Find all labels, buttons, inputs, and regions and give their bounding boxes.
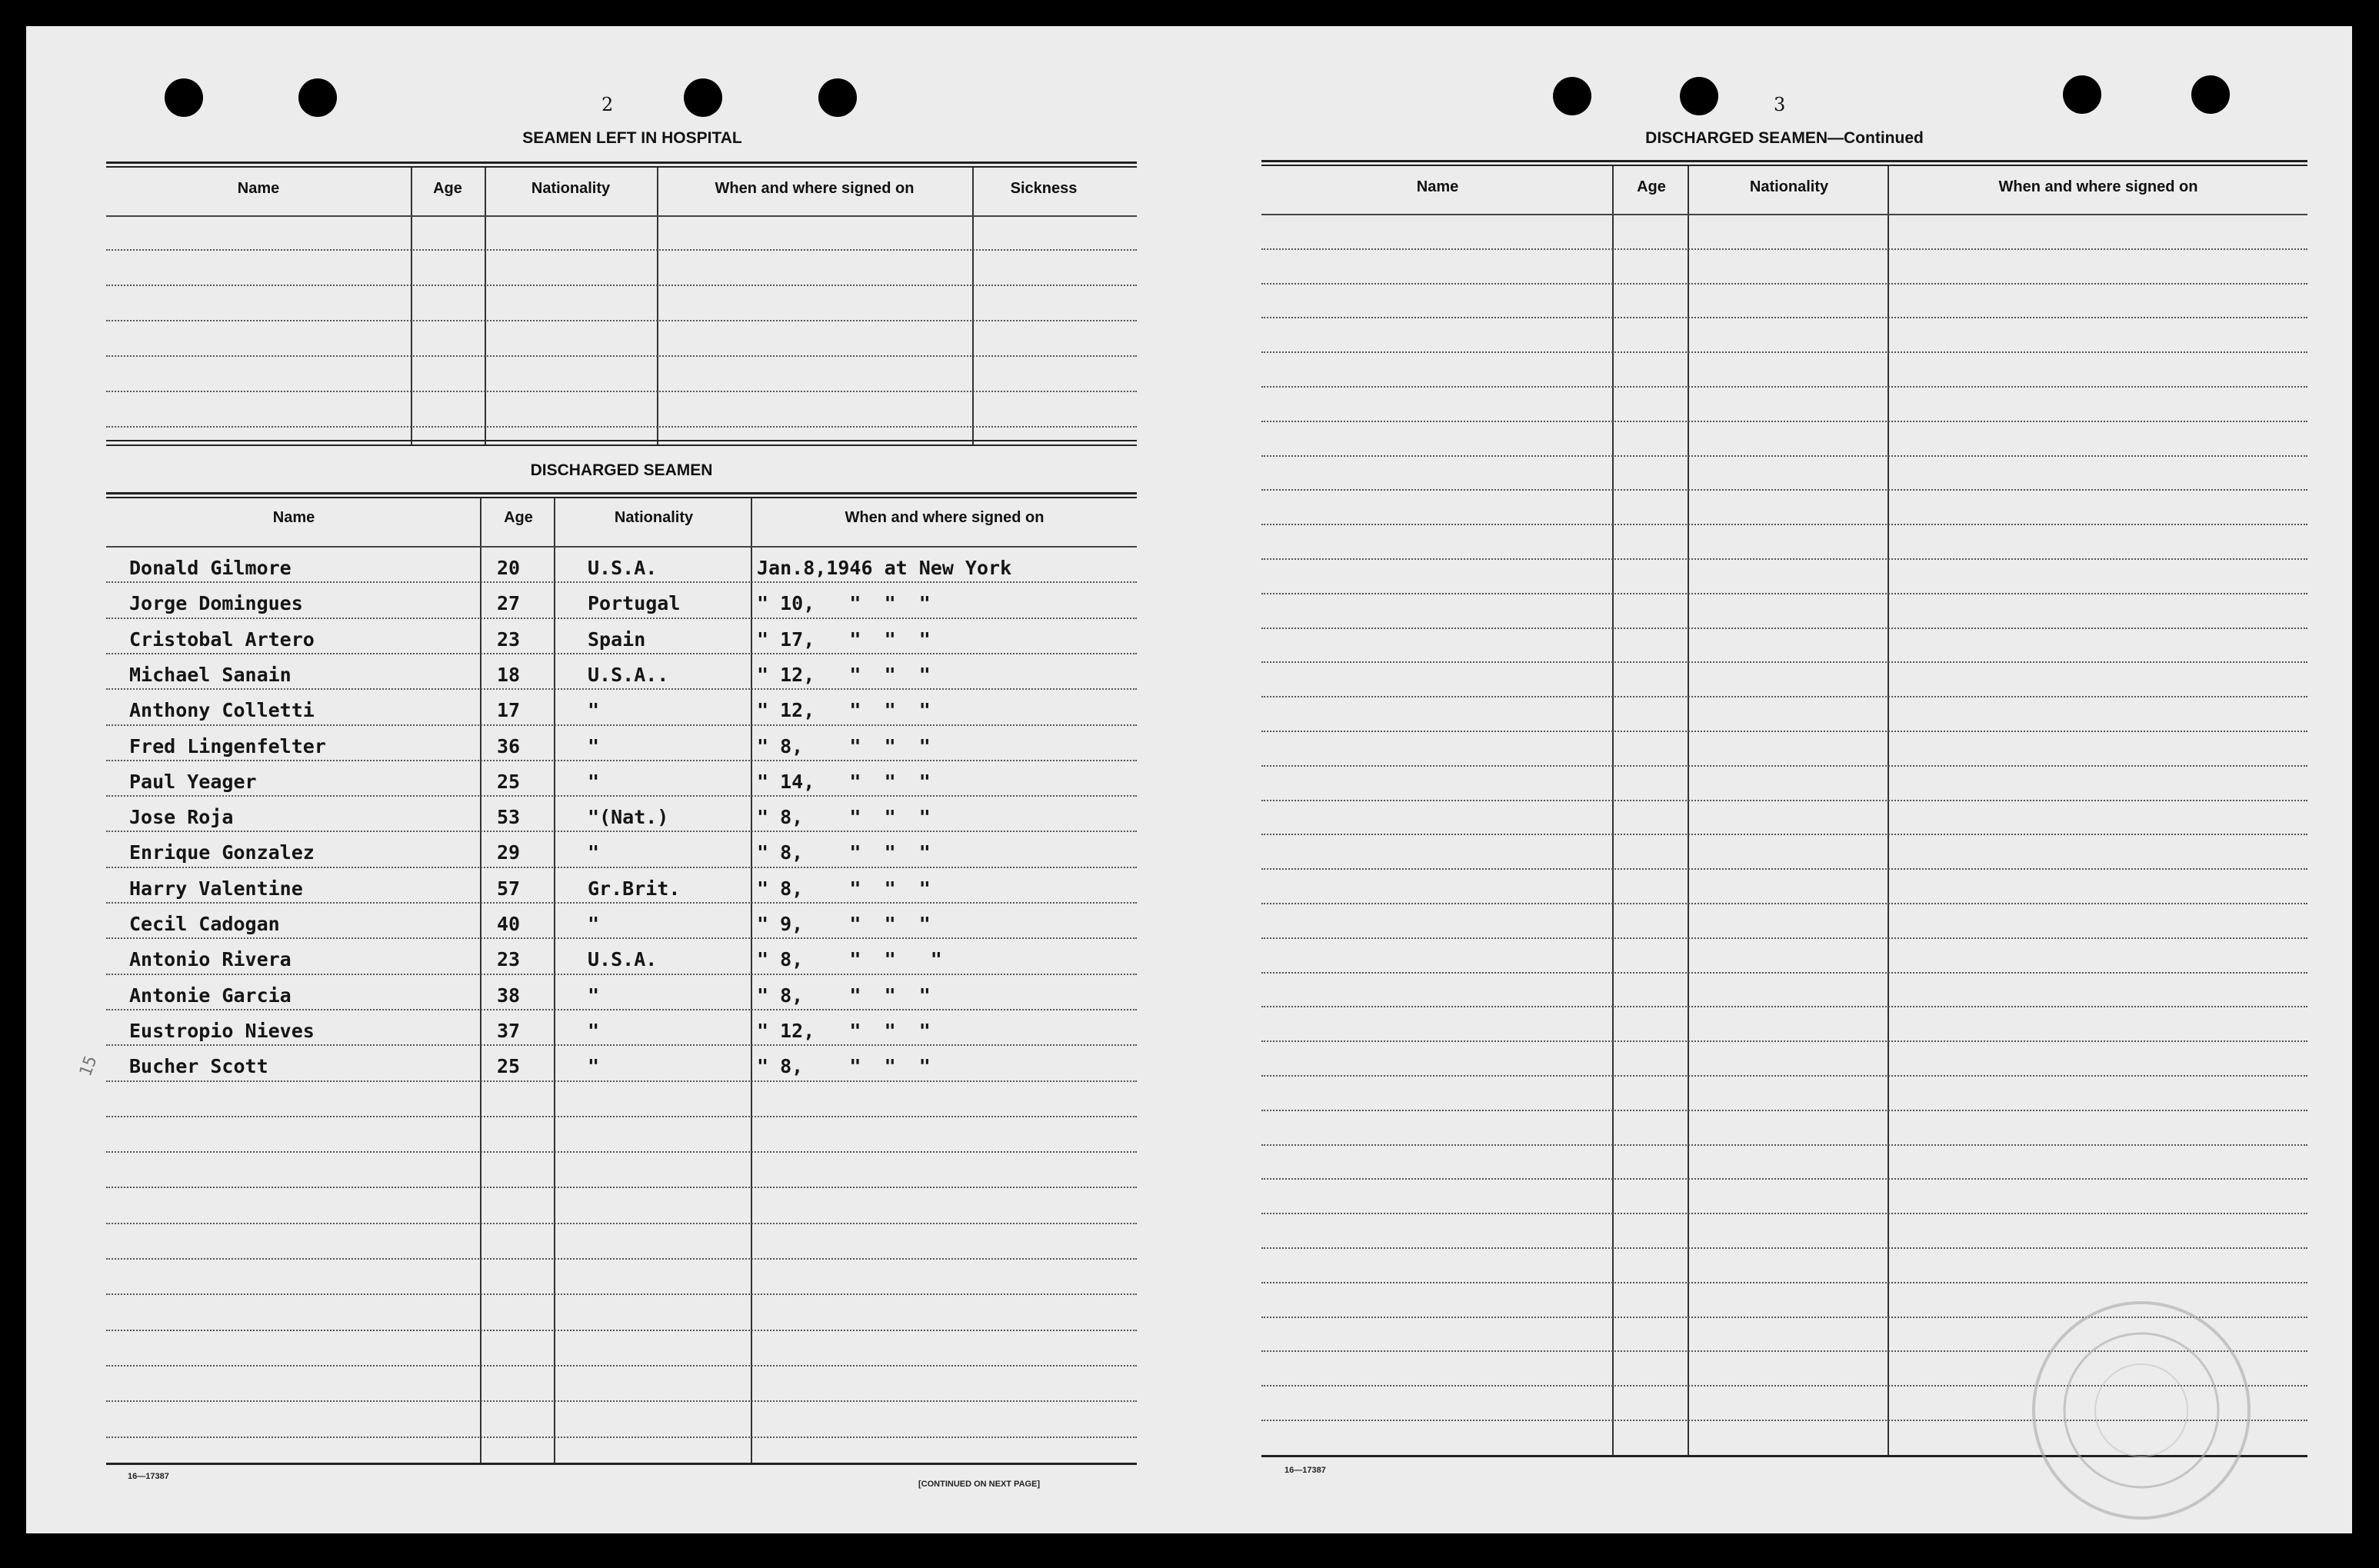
discharged-signed-on-cell: " 8, " " " bbox=[757, 1055, 931, 1077]
row-line bbox=[1261, 1040, 2307, 1042]
row-line bbox=[106, 1009, 1137, 1010]
row-line bbox=[1261, 455, 2307, 457]
row-line bbox=[106, 937, 1137, 939]
row-line bbox=[1261, 628, 2307, 629]
discharged-age-cell: 53 bbox=[497, 806, 521, 828]
row-line bbox=[1261, 317, 2307, 318]
discharged-signed-on-cell: Jan.8,1946 at New York bbox=[757, 557, 1012, 579]
discharged-name-cell: Antonio Rivera bbox=[129, 948, 292, 970]
discharged-nationality-cell: U.S.A.. bbox=[588, 664, 669, 686]
row-line bbox=[1261, 248, 2307, 250]
continued-note: [CONTINUED ON NEXT PAGE] bbox=[918, 1480, 1041, 1489]
discharged-age-cell: 57 bbox=[497, 877, 521, 900]
discharged-age-cell: 17 bbox=[497, 699, 521, 721]
discharged-nationality-cell: " bbox=[588, 841, 600, 864]
row-line bbox=[1261, 1247, 2307, 1249]
double-rule bbox=[106, 444, 1137, 446]
hospital-col-nationality: Nationality bbox=[531, 180, 611, 197]
row-line bbox=[106, 688, 1137, 690]
row-line bbox=[1261, 696, 2307, 697]
col-divider bbox=[1688, 166, 1689, 1455]
row-line bbox=[1261, 834, 2307, 835]
discharged-age-cell: 23 bbox=[497, 948, 521, 970]
double-rule bbox=[106, 440, 1137, 441]
row-line bbox=[106, 1080, 1137, 1082]
bottom-rule bbox=[106, 1463, 1137, 1465]
row-line bbox=[1261, 937, 2307, 939]
punch-hole bbox=[165, 78, 203, 117]
row-line bbox=[106, 974, 1137, 975]
discharged-signed-on-cell: " 8, " " " bbox=[757, 984, 931, 1007]
page-number: 3 bbox=[1774, 94, 1786, 115]
hospital-col-name: Name bbox=[237, 180, 280, 197]
row-line bbox=[106, 285, 1137, 286]
discharged-title: DISCHARGED SEAMEN bbox=[530, 461, 713, 479]
row-line bbox=[106, 1044, 1137, 1046]
hospital-col-sickness: Sickness bbox=[1010, 180, 1078, 197]
discharged-signed-on-cell: " 8, " " " bbox=[757, 877, 931, 900]
discharged-col-nationality: Nationality bbox=[614, 509, 694, 526]
row-line bbox=[1261, 386, 2307, 388]
discharged-age-cell: 29 bbox=[497, 841, 521, 864]
punch-hole bbox=[818, 78, 857, 117]
form-number: 16—17387 bbox=[1284, 1466, 1326, 1475]
row-line bbox=[1261, 1178, 2307, 1180]
discharged-col-age: Age bbox=[504, 509, 533, 526]
row-line bbox=[106, 724, 1137, 726]
discharged-name-cell: Jose Roja bbox=[129, 806, 234, 828]
punch-hole bbox=[684, 78, 722, 117]
col-divider bbox=[657, 168, 658, 444]
discharged-name-cell: Cristobal Artero bbox=[129, 628, 315, 651]
row-line bbox=[106, 1116, 1137, 1117]
row-line bbox=[1261, 524, 2307, 525]
col-divider bbox=[972, 168, 974, 444]
row-line bbox=[106, 391, 1137, 392]
right-col-nationality: Nationality bbox=[1749, 178, 1829, 195]
discharged-age-cell: 36 bbox=[497, 735, 521, 757]
row-line bbox=[1261, 283, 2307, 285]
discharged-nationality-cell: U.S.A. bbox=[588, 948, 658, 970]
discharged-signed-on-cell: " 17, " " " bbox=[757, 628, 931, 651]
discharged-signed-on-cell: " 10, " " " bbox=[757, 592, 931, 614]
row-line bbox=[1261, 731, 2307, 732]
discharged-nationality-cell: " bbox=[588, 735, 600, 757]
discharged-nationality-cell: Portugal bbox=[588, 592, 681, 614]
punch-hole bbox=[1680, 77, 1718, 115]
row-line bbox=[106, 760, 1137, 761]
hospital-title: SEAMEN LEFT IN HOSPITAL bbox=[522, 129, 742, 147]
discharged-name-cell: Jorge Domingues bbox=[129, 592, 303, 614]
row-line bbox=[1261, 593, 2307, 594]
double-rule bbox=[1261, 165, 2307, 166]
row-line bbox=[106, 1365, 1137, 1367]
row-line bbox=[1261, 1075, 2307, 1077]
discharged-age-cell: 27 bbox=[497, 592, 521, 614]
right-col-signed: When and where signed on bbox=[1998, 178, 2198, 195]
double-rule bbox=[1261, 160, 2307, 162]
right-col-age: Age bbox=[1637, 178, 1666, 195]
discharged-nationality-cell: " bbox=[588, 913, 600, 935]
discharged-name-cell: Enrique Gonzalez bbox=[129, 841, 315, 864]
row-line bbox=[1261, 558, 2307, 560]
discharged-signed-on-cell: " 9, " " " bbox=[757, 913, 931, 935]
row-line bbox=[1261, 1213, 2307, 1214]
row-line bbox=[1261, 421, 2307, 422]
discharged-name-cell: Donald Gilmore bbox=[129, 557, 292, 579]
row-line bbox=[106, 249, 1137, 251]
discharged-nationality-cell: U.S.A. bbox=[588, 557, 658, 579]
row-line bbox=[1261, 972, 2307, 974]
row-line bbox=[106, 426, 1137, 428]
form-number: 16—17387 bbox=[128, 1472, 169, 1481]
right-col-name: Name bbox=[1416, 178, 1459, 195]
discharged-name-cell: Fred Lingenfelter bbox=[129, 735, 326, 757]
col-divider bbox=[411, 168, 412, 444]
row-line bbox=[1261, 1282, 2307, 1283]
discharged-age-cell: 40 bbox=[497, 913, 521, 935]
row-line bbox=[1261, 1144, 2307, 1146]
row-line bbox=[1261, 214, 2307, 215]
row-line bbox=[1261, 1006, 2307, 1007]
punch-hole bbox=[298, 78, 337, 117]
row-line bbox=[1261, 351, 2307, 353]
row-line bbox=[106, 1258, 1137, 1260]
discharged-name-cell: Paul Yeager bbox=[129, 771, 257, 793]
row-line bbox=[106, 618, 1137, 619]
col-divider bbox=[480, 498, 481, 1464]
row-line bbox=[106, 355, 1137, 357]
discharged-signed-on-cell: " 12, " " " bbox=[757, 664, 931, 686]
discharged-nationality-cell: " bbox=[588, 984, 600, 1007]
discharged-nationality-cell: " bbox=[588, 699, 600, 721]
discharged-name-cell: Anthony Colletti bbox=[129, 699, 315, 721]
double-rule bbox=[106, 497, 1137, 498]
continued-title: DISCHARGED SEAMEN—Continued bbox=[1645, 129, 1924, 147]
discharged-age-cell: 38 bbox=[497, 984, 521, 1007]
row-line bbox=[1261, 903, 2307, 904]
row-line bbox=[106, 1437, 1137, 1438]
discharged-signed-on-cell: " 8, " " " bbox=[757, 806, 931, 828]
document-sheet bbox=[26, 26, 2352, 1533]
row-line bbox=[106, 320, 1137, 321]
hospital-col-age: Age bbox=[433, 180, 462, 197]
row-line bbox=[106, 215, 1137, 217]
row-line bbox=[106, 1293, 1137, 1295]
discharged-age-cell: 18 bbox=[497, 664, 521, 686]
hospital-col-signed: When and where signed on bbox=[715, 180, 915, 197]
row-line bbox=[1261, 489, 2307, 491]
discharged-nationality-cell: " bbox=[588, 1055, 600, 1077]
discharged-col-signed: When and where signed on bbox=[845, 509, 1045, 526]
punch-hole bbox=[1553, 77, 1591, 115]
discharged-name-cell: Bucher Scott bbox=[129, 1055, 268, 1077]
discharged-signed-on-cell: " 8, " " " bbox=[757, 735, 931, 757]
discharged-age-cell: 25 bbox=[497, 771, 521, 793]
punch-hole bbox=[2063, 75, 2101, 114]
discharged-nationality-cell: "(Nat.) bbox=[588, 806, 669, 828]
row-line bbox=[106, 546, 1137, 548]
double-rule bbox=[106, 492, 1137, 494]
row-line bbox=[1261, 800, 2307, 801]
discharged-nationality-cell: " bbox=[588, 771, 600, 793]
discharged-signed-on-cell: " 12, " " " bbox=[757, 1020, 931, 1042]
discharged-nationality-cell: Gr.Brit. bbox=[588, 877, 681, 900]
discharged-age-cell: 37 bbox=[497, 1020, 521, 1042]
discharged-signed-on-cell: " 12, " " " bbox=[757, 699, 931, 721]
discharged-age-cell: 25 bbox=[497, 1055, 521, 1077]
discharged-signed-on-cell: " 8, " " " bbox=[757, 841, 931, 864]
row-line bbox=[106, 795, 1137, 797]
discharged-name-cell: Michael Sanain bbox=[129, 664, 292, 686]
row-line bbox=[106, 867, 1137, 868]
row-line bbox=[1261, 661, 2307, 663]
row-line bbox=[1261, 868, 2307, 870]
ins-stamp bbox=[2026, 1295, 2257, 1526]
row-line bbox=[106, 1223, 1137, 1224]
row-line bbox=[106, 1187, 1137, 1188]
row-line bbox=[106, 902, 1137, 904]
row-line bbox=[106, 831, 1137, 832]
double-rule bbox=[106, 166, 1137, 168]
col-divider bbox=[1888, 166, 1889, 1455]
punch-hole bbox=[2191, 75, 2230, 114]
row-line bbox=[1261, 1110, 2307, 1111]
discharged-name-cell: Eustropio Nieves bbox=[129, 1020, 315, 1042]
discharged-name-cell: Harry Valentine bbox=[129, 877, 303, 900]
discharged-nationality-cell: " bbox=[588, 1020, 600, 1042]
discharged-name-cell: Cecil Cadogan bbox=[129, 913, 280, 935]
row-line bbox=[106, 653, 1137, 654]
margin-note: 15 bbox=[75, 1053, 102, 1080]
page-number: 2 bbox=[601, 94, 614, 115]
row-line bbox=[106, 581, 1137, 583]
double-rule bbox=[106, 161, 1137, 164]
discharged-age-cell: 23 bbox=[497, 628, 521, 651]
row-line bbox=[106, 1330, 1137, 1331]
row-line bbox=[106, 1400, 1137, 1402]
discharged-name-cell: Antonie Garcia bbox=[129, 984, 292, 1007]
discharged-nationality-cell: Spain bbox=[588, 628, 646, 651]
discharged-signed-on-cell: " 8, " " " bbox=[757, 948, 942, 970]
col-divider bbox=[554, 498, 555, 1464]
col-divider bbox=[485, 168, 486, 444]
discharged-age-cell: 20 bbox=[497, 557, 521, 579]
discharged-col-name: Name bbox=[272, 509, 315, 526]
row-line bbox=[1261, 765, 2307, 767]
col-divider bbox=[751, 498, 752, 1464]
row-line bbox=[106, 1151, 1137, 1153]
discharged-signed-on-cell: " 14, " " " bbox=[757, 771, 931, 793]
col-divider bbox=[1612, 166, 1614, 1455]
